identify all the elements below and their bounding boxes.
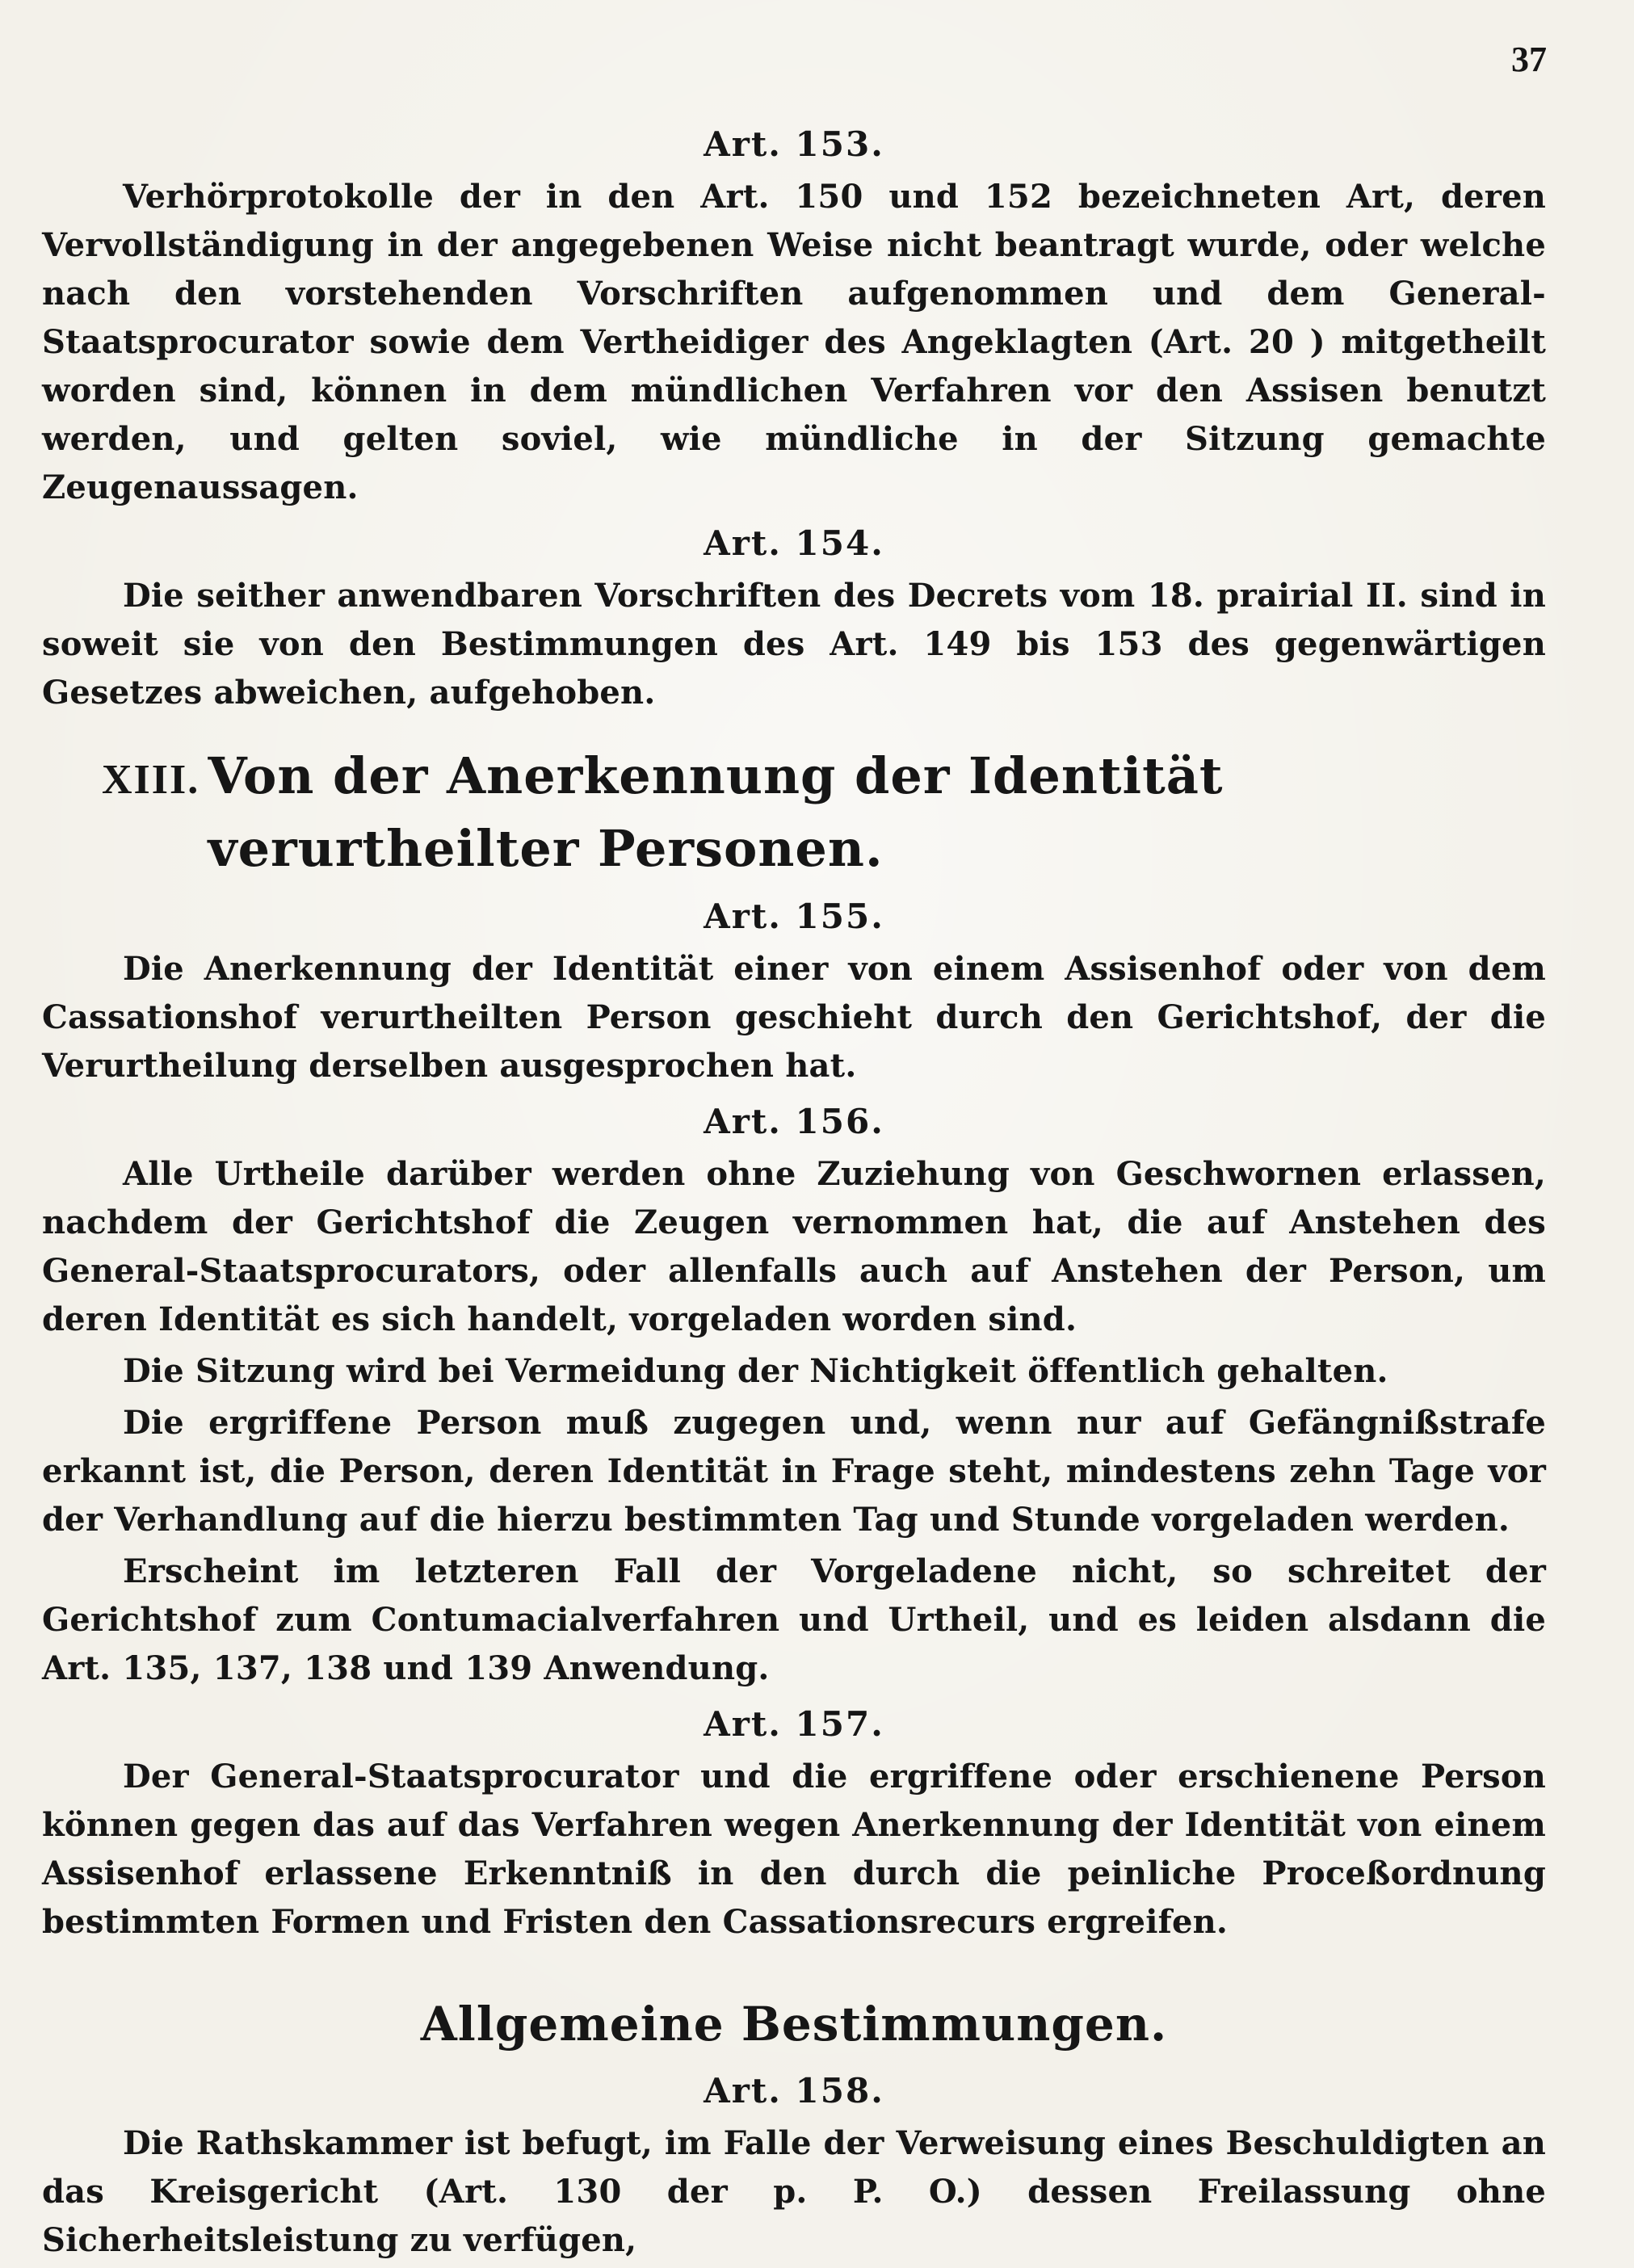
article-heading: Art. 156. [704, 1102, 884, 1141]
article-heading: Art. 155. [704, 897, 884, 936]
paragraph: Der General-Staatsprocurator und die ergriffene oder erschienene Person können gegen das auf das Verfahren wegen Anerkennung der Identität von einem Assisenhof erlassene Erkenntniß in den durch die peinliche Proceßordnung bestimmten Formen und Fristen den Cassationsrecurs ergreifen. [42, 1758, 1546, 1941]
article-heading: Art. 153. [704, 124, 884, 164]
article-heading: Art. 154. [704, 523, 884, 563]
paragraph: Die Sitzung wird bei Vermeidung der Nichtigkeit öffentlich gehalten. [123, 1352, 1388, 1390]
paragraph: Die seither anwendbaren Vorschriften des Decrets vom 18. prairial II. sind in soweit sie von den Bestimmungen des Art. 149 bis 153 des gegenwärtigen Gesetzes abweichen, aufgehoben. [42, 577, 1546, 712]
paragraph: Die Anerkennung der Identität einer von einem Assisenhof oder von dem Cassationshof verurtheilten Person geschieht durch den Gerichtshof, der die Verurtheilung derselben ausgesprochen hat. [42, 950, 1546, 1085]
section-title: Von der Anerkennung der Identität verurtheilter Personen. [208, 746, 1224, 878]
paragraph: Verhörprotokolle der in den Art. 150 und 152 bezeichneten Art, deren Vervollständigung in der angegebenen Weise nicht beantragt wurde, oder welche nach den vorstehenden Vorschriften aufgenommen und dem General-Staatsprocurator sowie dem Vertheidiger des Angeklagten (Art. 20 ) mitgetheilt worden sind, können in dem mündlichen Verfahren vor den Assisen benutzt werden, und gelten soviel, wie mündliche in der Sitzung gemachte Zeugenaussagen. [42, 178, 1546, 506]
article-heading: Art. 158. [704, 2071, 884, 2110]
section-heading [42, 740, 1546, 885]
section-number: XIII. [102, 757, 200, 803]
paragraph: Alle Urtheile darüber werden ohne Zuziehung von Geschwornen erlassen, nachdem der Gerichtshof die Zeugen vernommen hat, die auf Anstehen des General-Staatsprocurators, oder allenfalls auch auf Anstehen der Person, um deren Identität es sich handelt, vorgeladen worden sind. [42, 1155, 1546, 1338]
paragraph: Die Rathskammer ist befugt, im Falle der Verweisung eines Beschuldigten an das Kreisgericht (Art. 130 der p. P. O.) dessen Freilassung ohne Sicherheitsleistung zu verfügen, [42, 2124, 1546, 2259]
article-heading: Art. 157. [704, 1704, 884, 1744]
general-provisions-heading: Allgemeine Bestimmungen. [420, 1997, 1168, 2052]
page-content [42, 113, 1546, 2268]
paragraph: Die ergriffene Person muß zugegen und, wenn nur auf Gefängnißstrafe erkannt ist, die Person, deren Identität in Frage steht, mindestens zehn Tage vor der Verhandlung auf die hierzu bestimmten Tag und Stunde vorgeladen werden. [42, 1404, 1546, 1539]
page-number: 37 [1511, 40, 1547, 79]
paragraph: Erscheint im letzteren Fall der Vorgeladene nicht, so schreitet der Gerichtshof zum Contumacialverfahren und Urtheil, und es leiden alsdann die Art. 135, 137, 138 und 139 Anwendung. [42, 1552, 1546, 1687]
